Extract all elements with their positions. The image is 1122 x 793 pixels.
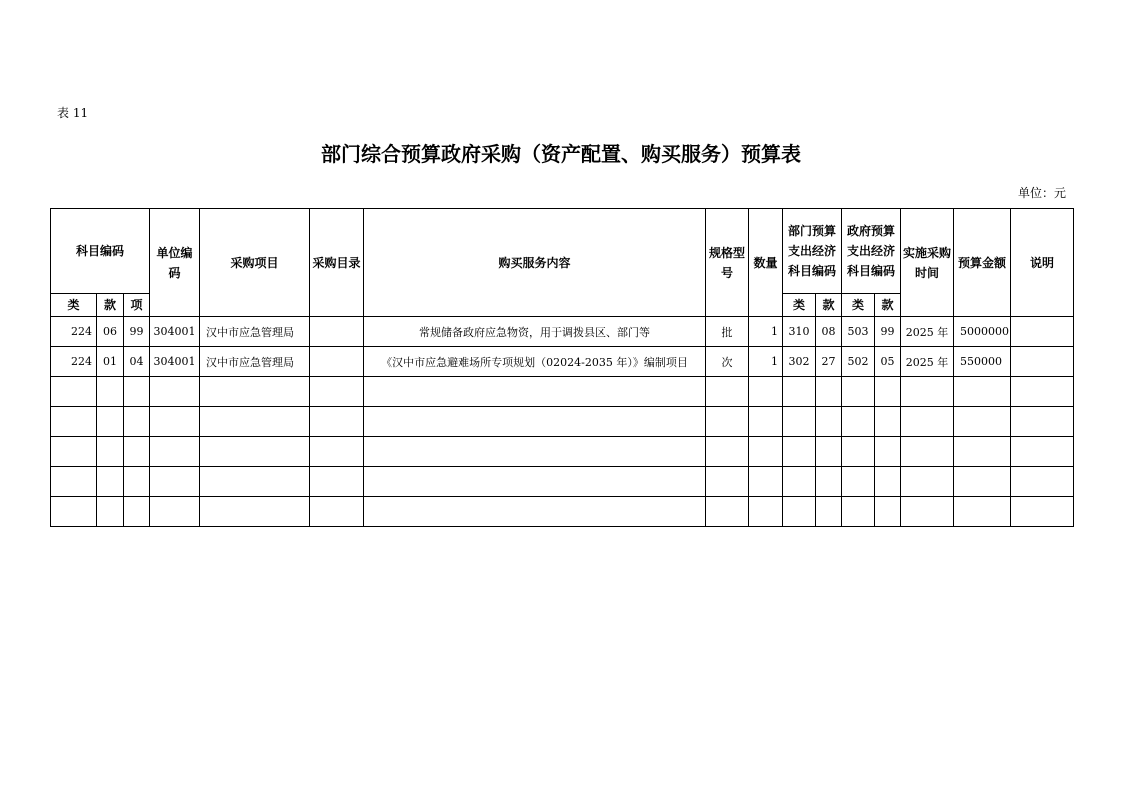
header-service-content: 购买服务内容 bbox=[364, 209, 706, 317]
cell-kuan: 06 bbox=[97, 317, 124, 347]
cell-budget-amount: 5000000 bbox=[954, 317, 1011, 347]
header-lei: 类 bbox=[51, 294, 97, 317]
cell-gov-kuan: 05 bbox=[875, 347, 901, 377]
cell-quantity: 1 bbox=[749, 347, 783, 377]
cell-budget-amount: 550000 bbox=[954, 347, 1011, 377]
table-row bbox=[51, 347, 1074, 377]
page-title: 部门综合预算政府采购（资产配置、购买服务）预算表 bbox=[321, 142, 801, 166]
cell-dept-kuan: 08 bbox=[816, 317, 842, 347]
cell-remark bbox=[1011, 347, 1074, 377]
table-row bbox=[51, 317, 1074, 347]
header-budget-amount: 预算金额 bbox=[954, 209, 1011, 317]
cell-impl-time: 2025 年 bbox=[901, 317, 954, 347]
cell-service-content: 常规储备政府应急物资，用于调拨县区、部门等 bbox=[364, 317, 706, 347]
empty-row bbox=[51, 407, 1074, 437]
cell-xiang: 04 bbox=[124, 347, 150, 377]
header-subject-code: 科目编码 bbox=[51, 209, 150, 294]
empty-row bbox=[51, 377, 1074, 407]
cell-spec-model: 次 bbox=[706, 347, 749, 377]
cell-lei: 224 bbox=[51, 317, 97, 347]
header-xiang: 项 bbox=[124, 294, 150, 317]
cell-purchase-catalog bbox=[310, 347, 364, 377]
cell-dept-lei: 310 bbox=[783, 317, 816, 347]
header-quantity: 数量 bbox=[749, 209, 783, 317]
cell-service-content: 《汉中市应急避难场所专项规划（02024-2035 年）》编制项目 bbox=[364, 347, 706, 377]
cell-gov-lei: 502 bbox=[842, 347, 875, 377]
header-kuan: 款 bbox=[97, 294, 124, 317]
cell-purchase-item: 汉中市应急管理局 bbox=[200, 317, 310, 347]
cell-kuan: 01 bbox=[97, 347, 124, 377]
header-dept-lei: 类 bbox=[783, 294, 816, 317]
cell-spec-model: 批 bbox=[706, 317, 749, 347]
header-gov-kuan: 款 bbox=[875, 294, 901, 317]
cell-dept-lei: 302 bbox=[783, 347, 816, 377]
cell-gov-lei: 503 bbox=[842, 317, 875, 347]
cell-unit-code: 304001 bbox=[150, 347, 200, 377]
table-number-label: 表 11 bbox=[57, 106, 89, 120]
unit-label: 单位：元 bbox=[1017, 186, 1066, 200]
header-purchase-item: 采购项目 bbox=[200, 209, 310, 317]
cell-remark bbox=[1011, 317, 1074, 347]
header-spec-model: 规格型号 bbox=[706, 209, 749, 317]
header-gov-econ-code: 政府预算支出经济科目编码 bbox=[842, 209, 901, 294]
empty-row bbox=[51, 437, 1074, 467]
cell-lei: 224 bbox=[51, 347, 97, 377]
cell-unit-code: 304001 bbox=[150, 317, 200, 347]
empty-row bbox=[51, 497, 1074, 527]
cell-dept-kuan: 27 bbox=[816, 347, 842, 377]
cell-purchase-catalog bbox=[310, 317, 364, 347]
cell-xiang: 99 bbox=[124, 317, 150, 347]
header-gov-lei: 类 bbox=[842, 294, 875, 317]
cell-quantity: 1 bbox=[749, 317, 783, 347]
procurement-budget-table bbox=[50, 208, 1074, 527]
header-remark: 说明 bbox=[1011, 209, 1074, 317]
cell-impl-time: 2025 年 bbox=[901, 347, 954, 377]
header-dept-kuan: 款 bbox=[816, 294, 842, 317]
header-dept-econ-code: 部门预算支出经济科目编码 bbox=[783, 209, 842, 294]
header-unit-code: 单位编码 bbox=[150, 209, 200, 317]
header-impl-time: 实施采购时间 bbox=[901, 209, 954, 317]
empty-row bbox=[51, 467, 1074, 497]
cell-purchase-item: 汉中市应急管理局 bbox=[200, 347, 310, 377]
header-purchase-catalog: 采购目录 bbox=[310, 209, 364, 317]
cell-gov-kuan: 99 bbox=[875, 317, 901, 347]
